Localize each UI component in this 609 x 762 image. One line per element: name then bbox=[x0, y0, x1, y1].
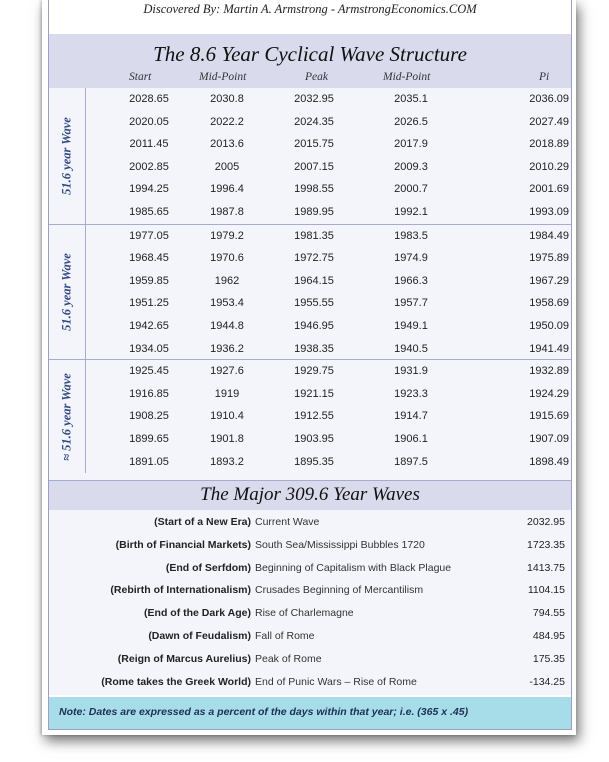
cell-midpoint-1: 1936.2 bbox=[210, 342, 244, 355]
cell-start: 1942.65 bbox=[129, 319, 169, 332]
cell-pi: 1984.49 bbox=[529, 229, 569, 242]
table-row bbox=[49, 133, 571, 156]
event-label: Fall of Rome bbox=[255, 630, 315, 642]
cell-peak: 1921.15 bbox=[294, 387, 334, 400]
cell-start: 1908.25 bbox=[129, 410, 169, 423]
cell-start: 1959.85 bbox=[129, 274, 169, 287]
event-label: Peak of Rome bbox=[255, 652, 322, 665]
cell-pi: 1975.89 bbox=[529, 252, 569, 265]
table-row bbox=[49, 270, 571, 293]
cell-midpoint-1: 1927.6 bbox=[210, 365, 244, 378]
table-row bbox=[49, 405, 571, 428]
cell-pi: 1898.49 bbox=[529, 455, 569, 468]
major-wave-row bbox=[49, 603, 571, 625]
era-label: (Start of a New Era) bbox=[154, 516, 251, 528]
era-label: (End of the Dark Age) bbox=[144, 607, 251, 620]
cell-midpoint-1: 2030.8 bbox=[210, 93, 244, 105]
major-wave-row bbox=[49, 672, 571, 694]
cell-peak: 1989.95 bbox=[294, 206, 334, 218]
cell-peak: 2007.15 bbox=[294, 160, 334, 173]
cell-pi: 1932.89 bbox=[529, 365, 569, 378]
cell-midpoint-2: 1966.3 bbox=[394, 274, 428, 287]
footnote-bar bbox=[49, 697, 571, 729]
column-header-midpoint-2: Mid-Point bbox=[383, 71, 431, 83]
table-row bbox=[49, 360, 571, 383]
cell-start: 1985.65 bbox=[129, 206, 169, 218]
year-value: 794.55 bbox=[532, 607, 565, 620]
cell-pi: 2027.49 bbox=[529, 115, 569, 128]
cell-midpoint-2: 1940.5 bbox=[394, 342, 428, 355]
footnote-text: Note: Dates are expressed as a percent of the days within that year; i.e. (365 x .45) bbox=[59, 706, 469, 718]
column-header-midpoint-1: Mid-Point bbox=[199, 71, 247, 83]
year-value: 1104.15 bbox=[527, 584, 565, 597]
table-row bbox=[49, 178, 571, 201]
cell-midpoint-1: 2022.2 bbox=[210, 115, 244, 128]
cell-midpoint-2: 1897.5 bbox=[394, 455, 428, 468]
event-label: Crusades Beginning of Mercantilism bbox=[255, 584, 424, 597]
cell-peak: 1938.35 bbox=[294, 342, 334, 355]
era-label: (End of Serfdom) bbox=[165, 561, 251, 574]
event-label: Beginning of Capitalism with Black Plague bbox=[255, 561, 452, 574]
event-label: End of Punic Wars – Rise of Rome bbox=[255, 675, 417, 688]
cell-peak: 1929.75 bbox=[294, 365, 334, 378]
cycle-table bbox=[49, 88, 571, 480]
cell-midpoint-2: 2017.9 bbox=[394, 138, 428, 151]
cell-midpoint-2: 2026.5 bbox=[394, 115, 428, 128]
cell-start: 1994.25 bbox=[129, 183, 169, 196]
wave-label: 51.6 year Wave bbox=[59, 253, 74, 332]
cell-midpoint-1: 1962 bbox=[214, 274, 240, 287]
wave-label: ≈ 51.6 year Wave bbox=[59, 372, 74, 461]
major-wave-row bbox=[49, 535, 571, 557]
major-wave-row bbox=[49, 626, 571, 648]
table-row bbox=[49, 315, 571, 338]
cell-peak: 2032.95 bbox=[294, 93, 334, 105]
major-wave-row bbox=[49, 649, 571, 671]
cell-start: 2011.45 bbox=[129, 138, 169, 151]
cell-midpoint-1: 1970.6 bbox=[210, 252, 244, 265]
cell-midpoint-2: 1983.5 bbox=[394, 229, 428, 242]
wave-group bbox=[49, 224, 571, 361]
cell-midpoint-1: 1953.4 bbox=[210, 297, 244, 310]
document-frame bbox=[48, 0, 572, 730]
table-row bbox=[49, 201, 571, 224]
cell-start: 1951.25 bbox=[129, 297, 169, 310]
cell-peak: 1955.55 bbox=[294, 297, 334, 310]
cell-midpoint-1: 1910.4 bbox=[210, 410, 244, 423]
major-waves-title: The Major 309.6 Year Waves bbox=[200, 484, 420, 505]
cell-peak: 1981.35 bbox=[294, 229, 334, 242]
wave-group bbox=[49, 359, 571, 473]
cell-midpoint-2: 1949.1 bbox=[394, 319, 428, 332]
column-header-start: Start bbox=[129, 71, 152, 83]
year-value: 1723.35 bbox=[527, 538, 565, 551]
event-label: South Sea/Mississippi Bubbles 1720 bbox=[255, 538, 425, 551]
cell-midpoint-1: 1987.8 bbox=[210, 206, 244, 218]
cell-pi: 2001.69 bbox=[529, 183, 569, 196]
cell-pi: 1950.09 bbox=[529, 319, 569, 332]
cell-midpoint-2: 1992.1 bbox=[394, 206, 428, 218]
cell-peak: 2024.35 bbox=[294, 115, 334, 128]
event-label: Current Wave bbox=[255, 516, 320, 528]
cell-peak: 1998.55 bbox=[294, 183, 334, 196]
cell-start: 2020.05 bbox=[129, 115, 169, 128]
cell-midpoint-1: 1901.8 bbox=[210, 432, 244, 445]
cell-midpoint-2: 1906.1 bbox=[394, 432, 428, 445]
cell-midpoint-2: 1923.3 bbox=[394, 387, 428, 400]
cell-midpoint-2: 2035.1 bbox=[394, 93, 428, 105]
cell-pi: 2018.89 bbox=[529, 138, 569, 151]
cell-peak: 1912.55 bbox=[294, 410, 334, 423]
year-value: 484.95 bbox=[532, 630, 565, 642]
cell-start: 1977.05 bbox=[129, 229, 169, 242]
cell-start: 1916.85 bbox=[129, 387, 169, 400]
discovered-by-line: Discovered By: Martin A. Armstrong - ArmstrongEconomics.COM bbox=[143, 2, 477, 16]
cell-peak: 1903.95 bbox=[294, 432, 334, 445]
cell-start: 1925.45 bbox=[129, 365, 169, 378]
cell-pi: 1993.09 bbox=[529, 206, 569, 218]
year-value: -134.25 bbox=[529, 675, 565, 688]
cell-midpoint-1: 1979.2 bbox=[210, 229, 244, 242]
table-row bbox=[49, 111, 571, 134]
cell-start: 1899.65 bbox=[129, 432, 169, 445]
column-header-peak: Peak bbox=[305, 71, 328, 83]
cell-midpoint-2: 2009.3 bbox=[394, 160, 428, 173]
table-row bbox=[49, 225, 571, 248]
column-header-pi: Pi bbox=[539, 71, 550, 83]
table-row bbox=[49, 88, 571, 111]
cell-peak: 1946.95 bbox=[294, 319, 334, 332]
cell-pi: 1967.29 bbox=[529, 274, 569, 287]
cell-midpoint-2: 1931.9 bbox=[394, 365, 428, 378]
era-label: (Dawn of Feudalism) bbox=[148, 630, 251, 642]
cell-midpoint-1: 1919 bbox=[214, 387, 240, 400]
table-row bbox=[49, 156, 571, 179]
year-value: 1413.75 bbox=[527, 561, 565, 574]
cell-start: 1891.05 bbox=[129, 455, 169, 468]
era-label: (Rome takes the Greek World) bbox=[101, 675, 251, 688]
major-waves-table bbox=[49, 510, 571, 695]
cell-start: 2028.65 bbox=[129, 93, 169, 105]
cell-midpoint-2: 2000.7 bbox=[394, 183, 428, 196]
cell-pi: 2010.29 bbox=[529, 160, 569, 173]
major-wave-row bbox=[49, 580, 571, 602]
cell-midpoint-1: 1996.4 bbox=[210, 183, 244, 196]
table-row bbox=[49, 292, 571, 315]
cell-pi: 1915.69 bbox=[529, 410, 569, 423]
table-row bbox=[49, 247, 571, 270]
cell-start: 2002.85 bbox=[129, 160, 169, 173]
year-value: 2032.95 bbox=[527, 516, 565, 528]
cell-pi: 1941.49 bbox=[529, 342, 569, 355]
cell-pi: 1958.69 bbox=[529, 297, 569, 310]
cell-peak: 2015.75 bbox=[294, 138, 334, 151]
cell-midpoint-1: 1893.2 bbox=[210, 455, 244, 468]
cell-midpoint-1: 2013.6 bbox=[210, 138, 244, 151]
cell-midpoint-2: 1957.7 bbox=[394, 297, 428, 310]
cell-peak: 1964.15 bbox=[294, 274, 334, 287]
cell-midpoint-1: 1944.8 bbox=[210, 319, 244, 332]
cell-pi: 1907.09 bbox=[529, 432, 569, 445]
cell-pi: 1924.29 bbox=[529, 387, 569, 400]
table-row bbox=[49, 428, 571, 451]
major-waves-header bbox=[49, 480, 571, 511]
major-wave-row bbox=[49, 512, 571, 534]
wave-label: 51.6 year Wave bbox=[59, 116, 74, 195]
document-page bbox=[42, 0, 576, 735]
cell-midpoint-1: 2005 bbox=[214, 160, 240, 173]
era-label: (Reign of Marcus Aurelius) bbox=[117, 652, 251, 665]
wave-group bbox=[49, 88, 571, 224]
cell-peak: 1895.35 bbox=[294, 455, 334, 468]
year-value: 175.35 bbox=[532, 652, 565, 665]
cell-start: 1968.45 bbox=[129, 252, 169, 265]
cell-midpoint-2: 1914.7 bbox=[394, 410, 428, 423]
table-row bbox=[49, 383, 571, 406]
table-row bbox=[49, 451, 571, 474]
cell-start: 1934.05 bbox=[129, 342, 169, 355]
cell-pi: 2036.09 bbox=[529, 93, 569, 105]
page-title: The 8.6 Year Cyclical Wave Structure bbox=[153, 42, 467, 66]
major-wave-row bbox=[49, 558, 571, 580]
cell-midpoint-2: 1974.9 bbox=[394, 252, 428, 265]
era-label: (Birth of Financial Markets) bbox=[115, 538, 251, 551]
event-label: Rise of Charlemagne bbox=[255, 607, 354, 620]
cell-peak: 1972.75 bbox=[294, 252, 334, 265]
table-header bbox=[49, 34, 571, 88]
table-row bbox=[49, 338, 571, 361]
era-label: (Rebirth of Internationalism) bbox=[110, 584, 251, 597]
